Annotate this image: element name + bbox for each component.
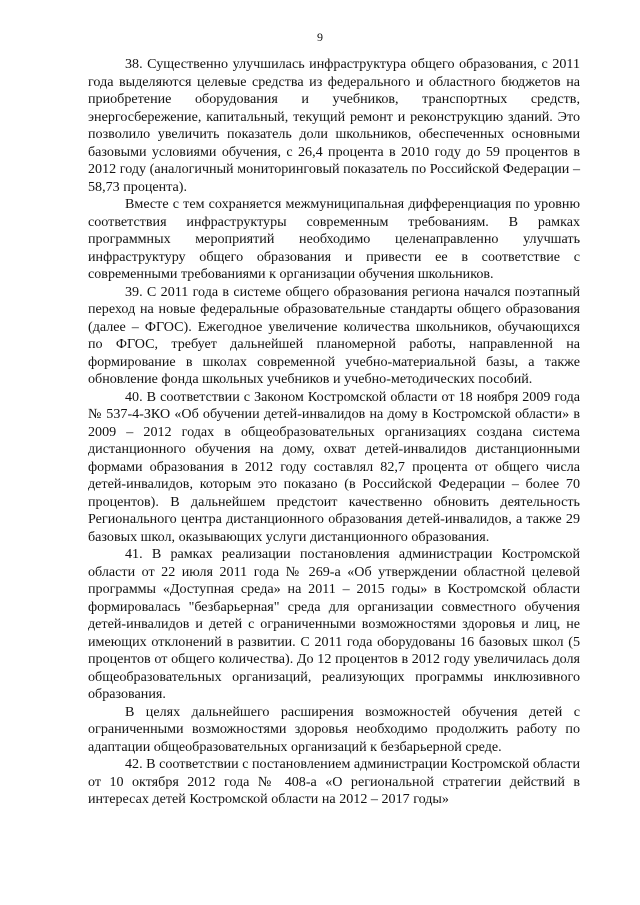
- paragraph-42: 42. В соответствии с постановлением администрации Костромской области от 10 октября 2012 года № 408-а «О региональной стратегии действий в интересах детей Костромской области на 2012 – 2017 годы»: [88, 756, 580, 807]
- paragraph-41: 41. В рамках реализации постановления администрации Костромской области от 22 июля 2011 года № 269-а «Об утверждении областной целевой программы «Доступная среда» на 2011 – 2015 годы» в Костромской области формировалась "безбарьерная" среда для организации совместного обучения детей-инвалидов и детей с ограниченными возможностями здоровья и лиц, не имеющих отклонений в развитии. С 2011 года оборудованы 16 базовых школ (5 процентов от общего количества). До 12 процентов в 2012 году увеличилась доля общеобразовательных организаций, реализующих программы инклюзивного образования.: [88, 546, 580, 702]
- paragraph-38-continuation: Вместе с тем сохраняется межмуниципальная дифференциация по уровню соответствия инфраструктуры современным требованиям. В рамках программных мероприятий необходимо целенаправленно улучшать инфраструктуру общего образования и привести ее в соответствие с современными требованиями к организации обучения школьников.: [88, 196, 580, 282]
- paragraph-40: 40. В соответствии с Законом Костромской области от 18 ноября 2009 года № 537-4-ЗКО «Об обучении детей-инвалидов на дому в Костромской области» в 2009 – 2012 годах в общеобразовательных организациях создана система дистанционного обучения на дому, охват детей-инвалидов дистанционными формами образования в 2012 году составлял 82,7 процента от общего числа детей-инвалидов, которым это показано (в Российской Федерации – более 70 процентов). В дальнейшем предстоит качественно обновить деятельность Регионального центра дистанционного образования детей-инвалидов, а также 29 базовых школ, оказывающих услуги дистанционного образования.: [88, 388, 580, 545]
- paragraph-38: 38. Существенно улучшилась инфраструктура общего образования, с 2011 года выделяются целевые средства из федерального и областного бюджетов на приобретение оборудования и учебников, транспортных средств, энергосбережение, капитальный, текущий ремонт и реконструкцию зданий. Это позволило увеличить показатель доли школьников, обеспеченных основными базовыми условиями обучения, с 26,4 процента в 2010 году до 59 процентов в 2012 году (аналогичный мониторинговый показатель по Российской Федерации – 58,73 процента).: [88, 56, 580, 195]
- page-number: 9: [317, 30, 323, 44]
- paragraph-39: 39. С 2011 года в системе общего образования региона начался поэтапный переход на новые федеральные образовательные стандарты общего образования (далее – ФГОС). Ежегодное увеличение количества школьников, обучающихся по ФГОС, требует дальнейшей планомерной работы, направленной на формирование в школах современной учебно-материальной базы, а также обновление фонда школьных учебников и учебно-методических пособий.: [88, 283, 580, 387]
- paragraph-41-continuation: В целях дальнейшего расширения возможностей обучения детей с ограниченными возможностями здоровья необходимо продолжить работу по адаптации общеобразовательных организаций к безбарьерной среде.: [88, 703, 580, 755]
- document-body: [88, 56, 580, 809]
